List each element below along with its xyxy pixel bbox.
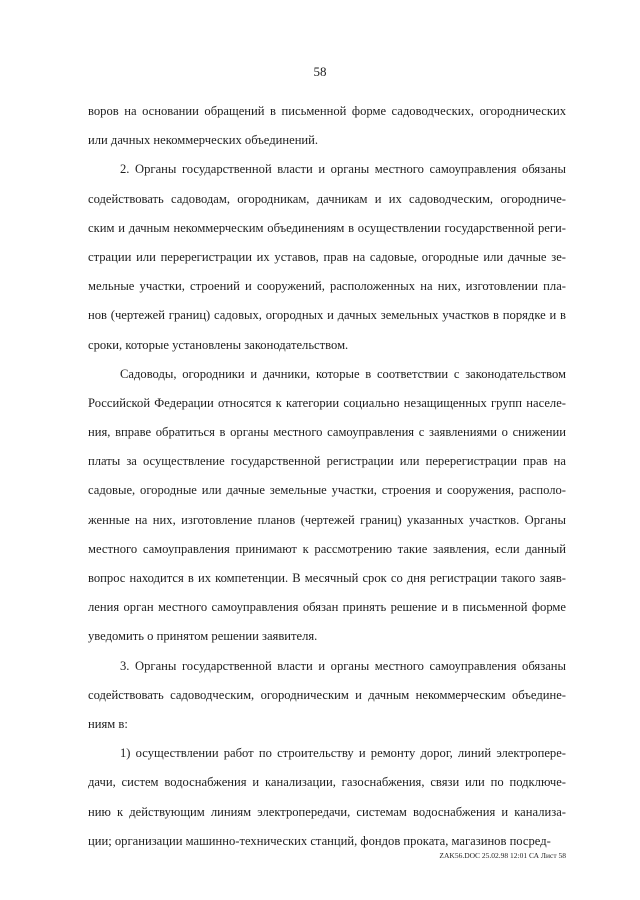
text-line: нов (чертежей границ) садовых, огородных и дачных земельных участков в порядке и в xyxy=(88,308,566,323)
text-line: дачи, систем водоснабжения и канализации, газоснабжения, связи или по подключе- xyxy=(88,775,566,790)
text-line: 1) осуществлении работ по строительству и ремонту дорог, линий электропере- xyxy=(120,746,566,761)
text-line: местного самоуправления принимают к рассмотрению такие заявления, если данный xyxy=(88,541,566,556)
text-line: ния, вправе обратиться в органы местного самоуправления с заявлениями о снижении xyxy=(88,425,566,440)
paragraph xyxy=(88,159,566,363)
page-footer: ZAK56.DOC 25.02.98 12:01 СА Лист 58 xyxy=(439,851,566,860)
body-text xyxy=(88,101,566,860)
text-line: нию к действующим линиям электропередачи, системам водоснабжения и канализа- xyxy=(88,804,566,819)
text-line: вопрос находится в их компетенции. В месячный срок со дня регистрации такого заяв- xyxy=(88,571,566,585)
paragraph xyxy=(88,364,566,656)
text-line: ниям в: xyxy=(88,716,128,731)
text-line: мельные участки, строений и сооружений, расположенных на них, изготовлении пла- xyxy=(88,279,566,294)
paragraph xyxy=(88,101,566,159)
text-line: платы за осуществление государственной регистрации или перерегистрации прав на xyxy=(88,454,566,469)
text-line: 2. Органы государственной власти и органы местного самоуправления обязаны xyxy=(120,162,566,177)
text-line: ции; организации машинно-технических станций, фондов проката, магазинов посред- xyxy=(88,833,551,848)
text-line: или дачных некоммерческих объединений. xyxy=(88,133,319,148)
text-line: сроки, которые установлены законодательством. xyxy=(88,337,349,352)
text-line: содействовать садоводам, огородникам, дачникам и их садоводческим, огородниче- xyxy=(88,191,566,206)
text-line: садовые, огородные или дачные земельные участки, строения и сооружения, располо- xyxy=(88,483,566,498)
text-line: Российской Федерации относятся к категории социально незащищенных групп населе- xyxy=(88,395,566,410)
text-line: женные на них, изготовление планов (чертежей границ) указанных участков. Органы xyxy=(88,512,566,527)
text-line: воров на основании обращений в письменной форме садоводческих, огороднических xyxy=(88,104,566,118)
paragraph xyxy=(88,743,566,860)
text-line: Садоводы, огородники и дачники, которые в соответствии с законодательством xyxy=(120,366,566,381)
text-line: страции или перерегистрации их уставов, прав на садовые, огородные или дачные зе- xyxy=(88,249,566,264)
text-line: содействовать садоводческим, огородническим и дачным некоммерческим объедине- xyxy=(88,687,566,702)
text-line: ским и дачным некоммерческим объединениям в осуществлении государственной реги- xyxy=(88,220,566,235)
text-line: ления орган местного самоуправления обязан принять решение и в письменной форме xyxy=(88,600,566,615)
text-line: уведомить о принятом решении заявителя. xyxy=(88,629,318,644)
text-line: 3. Органы государственной власти и органы местного самоуправления обязаны xyxy=(120,658,566,673)
page-number: 58 xyxy=(313,64,327,79)
paragraph xyxy=(88,656,566,744)
